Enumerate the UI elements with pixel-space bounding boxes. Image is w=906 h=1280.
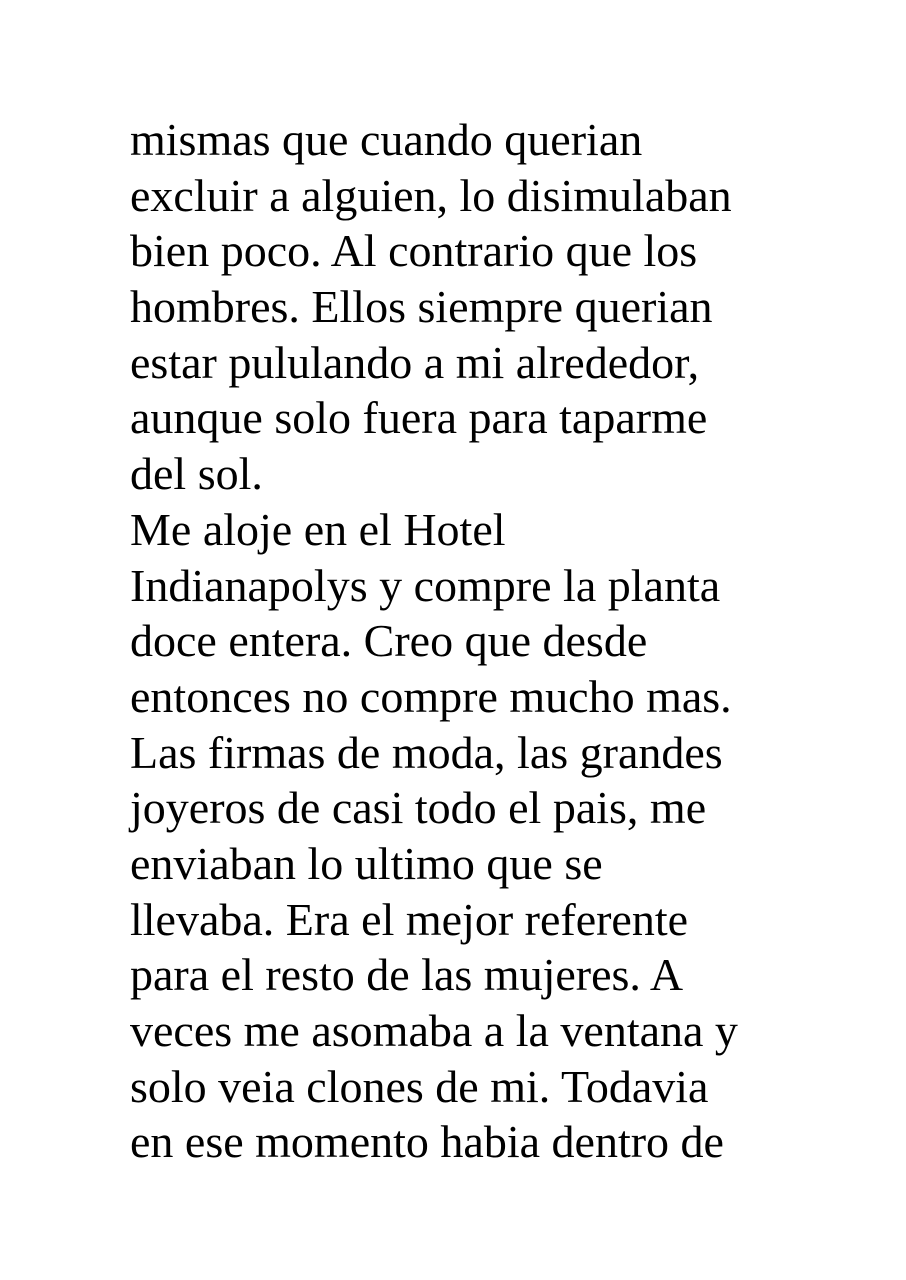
text-line: excluir a alguien, lo disimulaban (130, 169, 732, 221)
text-line: mismas que cuando querian (130, 114, 643, 165)
text-line: en ese momento habia dentro de (130, 1116, 724, 1168)
text-line: veces me asomaba a la ventana y (130, 1005, 738, 1056)
text-line: Las firmas de moda, las grandes (130, 726, 723, 778)
text-line: para el resto de las mujeres. A (130, 949, 684, 1001)
text-line: entonces no compre mucho mas. (130, 670, 732, 722)
text-line: hombres. Ellos siempre querian (130, 281, 713, 333)
text-line: aunque solo fuera para taparme (130, 392, 708, 444)
text-line: llevaba. Era el mejor referente (130, 893, 689, 945)
text-line: del sol. (130, 448, 263, 500)
text-line: estar pululando a mi alrededor, (130, 336, 700, 388)
text-line: bien poco. Al contrario que los (130, 225, 698, 277)
text-line: Me aloje en el Hotel (130, 503, 506, 555)
text-line: solo veia clones de mi. Todavia (130, 1060, 709, 1112)
body-text (130, 112, 830, 1170)
text-line: doce entera. Creo que desde (130, 615, 648, 667)
text-line: joyeros de casi todo el pais, me (130, 782, 707, 834)
text-line: Indianapolys y compre la planta (130, 559, 721, 611)
text-line: enviaban lo ultimo que se (130, 837, 603, 889)
